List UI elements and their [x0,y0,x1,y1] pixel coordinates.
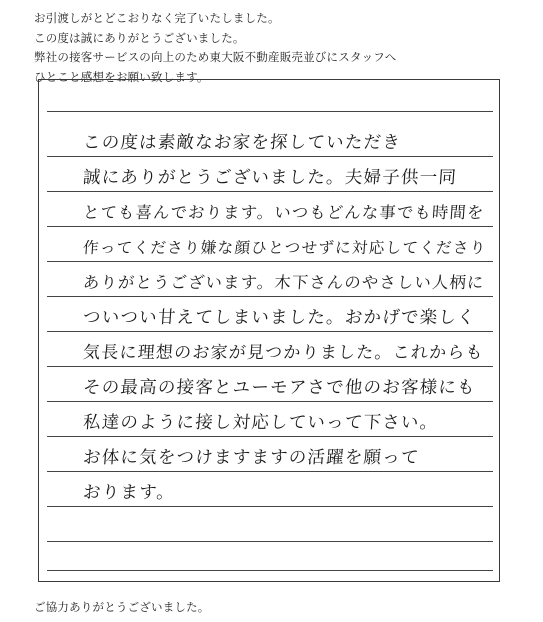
ruled-line [47,436,493,437]
ruled-line [47,471,493,472]
intro-line-1: お引渡しがとどこおりなく完了いたしました。 [34,11,280,25]
handwritten-line-9: 私達のように接し対応していって下さい。 [82,413,440,433]
handwritten-line-8: その最高の接客とユーモアさで他のお客様にも [82,378,477,398]
ruled-line [47,541,493,542]
ruled-line [47,401,493,402]
ruled-line [47,261,493,262]
ruled-line [47,570,493,571]
handwritten-line-7: 気長に理想のお家が見つかりました。これからも [82,343,485,363]
handwritten-line-1: この度は素敵なお家を探していただき [82,133,402,153]
ruled-line [47,506,493,507]
ruled-line [47,191,493,192]
ruled-line [47,226,493,227]
ruled-line [47,296,493,297]
handwritten-line-10: お体に気をつけますますの活躍を願って [82,448,421,468]
handwritten-line-5: ありがとうございます。木下さんのやさしい人柄に [82,273,486,292]
handwritten-line-4: 作ってくださり嫌な顔ひとつせずに対応してくださり [82,238,488,257]
handwritten-line-3: とても喜んでおります。いつもどんな事でも時間を [82,203,486,222]
handwritten-line-11: おります。 [82,483,176,503]
ruled-line [47,111,493,112]
comment-box [38,79,500,582]
intro-text [34,9,534,87]
intro-line-3: 弊社の接客サービスの向上のため東大阪不動産販売並びにスタッフへ [34,50,397,64]
ruled-line [47,156,493,157]
intro-line-4: ひとこと感想をお願い致します。 [34,69,209,84]
intro-line-2: この度は誠にありがとうございました。 [34,30,245,45]
ruled-line [47,331,493,332]
thank-you-text: ご協力ありがとうございました。 [34,600,210,614]
ruled-line [47,366,493,367]
handwritten-line-6: ついつい甘えてしまいました。おかげで楽しく [82,308,477,328]
handwritten-line-2: 誠にありがとうございました。夫婦子供一同 [82,168,458,188]
